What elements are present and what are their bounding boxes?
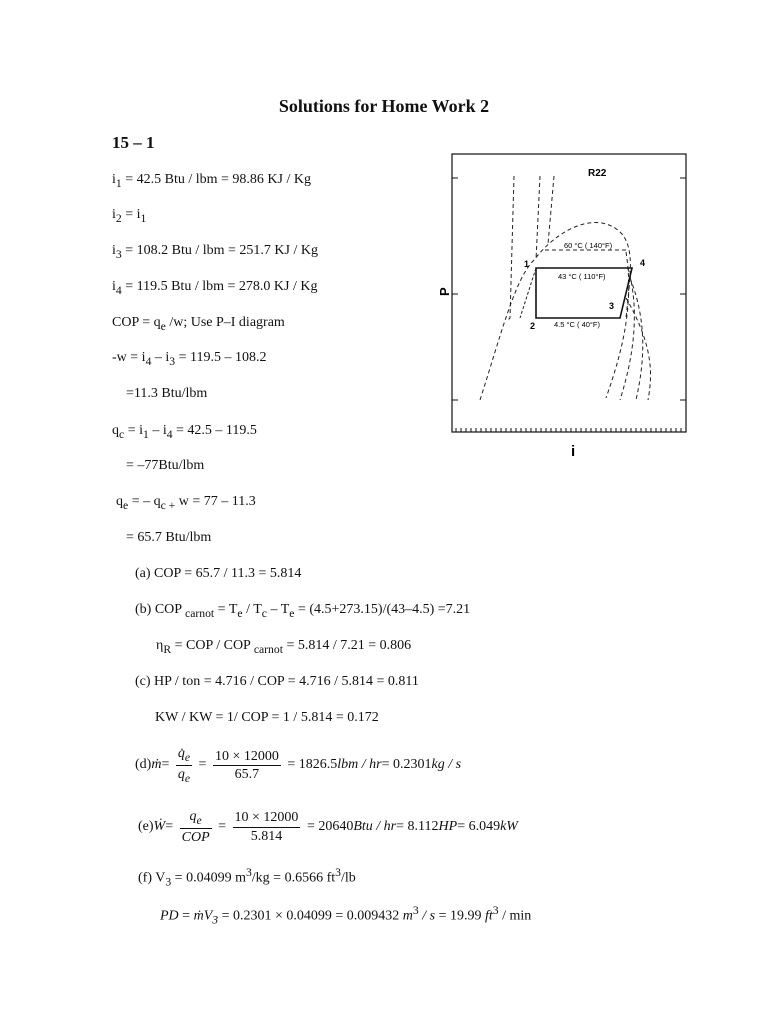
point-label-2: 2: [530, 321, 536, 331]
enthalpy-i1-line: $i_1 = 42.5$ Btu / lbm = 98.86 KJ / Kg: [112, 172, 311, 190]
fraction-load-cop: $\frac{10 \times 12000}{5.814}$: [234, 810, 299, 844]
page-title: Solutions for Home Work 2: [278, 96, 490, 116]
qc-value-line: = –77Btu/lbm: [126, 458, 205, 473]
problem-number: 15 – 1: [112, 133, 155, 152]
qc-line: $q_c = i_1 - i_4 = 42.5 - 119.5$: [112, 423, 257, 441]
work-line: $-w = i_4 - i_3 = 119.5 - 108.2$: [112, 350, 267, 368]
part-e-line: (e)Ẇ= $\frac{q_e}{\text{COP}}$ = $\frac{10 \times 12000}{5.814}$ = 20640Btu / hr= 8.112HP= 6.049kW: [138, 809, 518, 846]
part-c-line: (c) HP / ton = 4.716 / COP = 4.716 / 5.814 = 0.811: [135, 674, 419, 689]
diagram-frame: [452, 154, 686, 432]
part-a-line: (a) COP = 65.7 / 11.3 = 5.814: [135, 566, 302, 581]
isotherm-line-3: [548, 176, 554, 244]
temp-label-60c: 60 °C ( 140°F): [564, 241, 613, 250]
refrigerant-label: R22: [588, 168, 607, 179]
kw-ratio-line: KW / KW = 1/ COP = 1 / 5.814 = 0.172: [155, 710, 379, 725]
work-value-line: =11.3 Btu/lbm: [126, 386, 208, 401]
part-d-line: (d)ṁ= $\frac{q̇_e}{q_e}$ = $\frac{10 \times 12000}{65.7}$ = 1826.5lbm / hr= 0.2301kg / s: [135, 746, 462, 786]
isotherm-line-2: [536, 176, 540, 260]
displacement-line: PD = ṁV$_3$ = 0.2301 × 0.04099 = 0.009432 $m^3 / s = 19.99$ $ft^3$ / min: [160, 904, 532, 927]
point-label-1: 1: [524, 259, 530, 269]
superheat-curve-4: [626, 298, 651, 400]
x-axis-label: i: [571, 443, 576, 460]
fraction-qe: $\frac{q̇_e}{q_e}$: [177, 746, 191, 786]
y-axis-label: P: [437, 287, 452, 296]
enthalpy-i3-line: $i_3 = 108.2$ Btu / lbm = 251.7 KJ / Kg: [112, 243, 318, 261]
enthalpy-i4-line: $i_4 = 119.5$ Btu / lbm = 278.0 KJ / Kg: [112, 279, 318, 297]
temp-label-43c: 43 °C ( 110°F): [558, 272, 606, 281]
point-label-4: 4: [640, 258, 646, 268]
temp-label-4-5c: 4.5 °C ( 40°F): [554, 320, 601, 329]
superheat-curve-1: [606, 252, 629, 398]
axis-ticks: [452, 178, 686, 400]
superheat-curve-3: [630, 278, 643, 400]
qe-line: $q_e$ = – $q_{c +}$ w = 77 – 11.3: [116, 494, 256, 512]
condensing-line: [520, 268, 536, 318]
point-label-3: 3: [609, 301, 615, 311]
fraction-load: $\frac{10 \times 12000}{65.7}$: [214, 748, 279, 783]
fraction-qe-cop: $\frac{q_e}{\text{COP}}$: [181, 809, 210, 846]
part-f-line: (f) $V_3 = 0.04099$ $m^3/kg = 0.6566$ $ft^3/lb$: [138, 866, 356, 889]
efficiency-line: $\eta_R$ = COP / COP $_{carnot}$ = 5.814 / 7.21 = 0.806: [156, 638, 412, 656]
part-b-line: (b) COP $_{carnot} = T_e / T_c - T_e = (4.5+273.15)/(43-4.5) =7.21$: [135, 602, 471, 620]
cop-definition-line: COP = $q_e$ /w; Use P–I diagram: [112, 315, 285, 333]
enthalpy-i2-line: $i_2 = i_1$: [112, 207, 147, 225]
pressure-enthalpy-diagram: [430, 148, 692, 468]
qe-value-line: = 65.7 Btu/lbm: [126, 530, 212, 545]
